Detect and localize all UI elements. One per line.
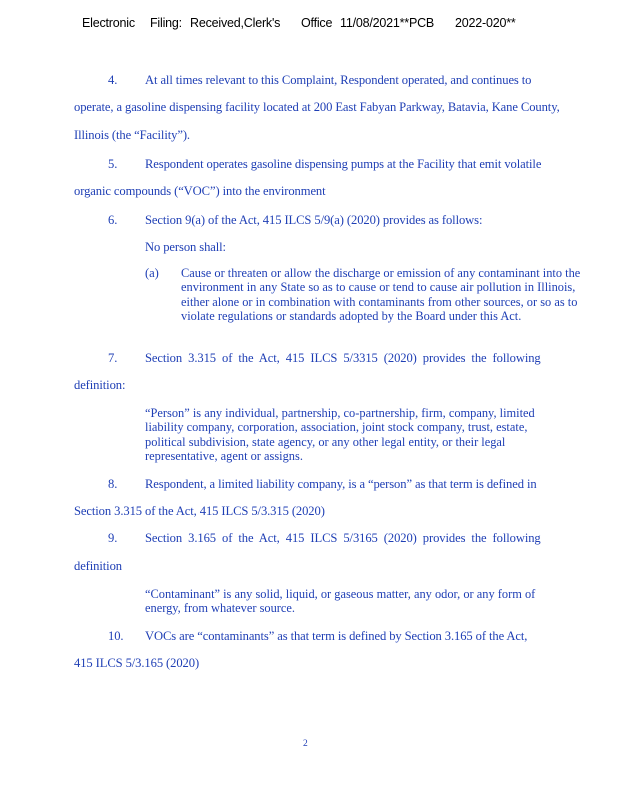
paragraph-number: 7. [108,351,118,365]
header-received: Received,Clerk's [190,16,281,30]
paragraph-line: Respondent operates gasoline dispensing pumps at the Facility that emit volatile [145,157,542,171]
paragraph-number: 9. [108,531,118,545]
paragraph-line: At all times relevant to this Complaint, Respondent operated, and continues to [145,73,532,87]
page-number: 2 [303,739,308,749]
paragraph-line: organic compounds (“VOC”) into the environment [74,184,326,198]
paragraph-line: Respondent, a limited liability company, is a “person” as that term is defined in [145,477,537,491]
header-date: 11/08/2021**PCB [340,16,435,30]
paragraph-line: Illinois (the “Facility”). [74,128,190,142]
paragraph-number: 5. [108,157,118,171]
paragraph-number: 8. [108,477,118,491]
paragraph-number: 10. [108,629,124,643]
paragraph-line: Section 9(a) of the Act, 415 ILCS 5/9(a) (2020) provides as follows: [145,213,483,227]
statute-intro: No person shall: [145,240,226,254]
paragraph-line: definition [74,559,122,573]
paragraph-line: 415 ILCS 5/3.165 (2020) [74,656,200,670]
paragraph-number: 4. [108,73,118,87]
paragraph-line: Section 3.315 of the Act, 415 ILCS 5/3315 (2020) provides the following [145,351,541,365]
paragraph-number: 6. [108,213,118,227]
header-electronic: Electronic [82,16,135,30]
statute-quote: Cause or threaten or allow the discharge or emission of any contaminant into the environment in any State so as to cause or tend to cause air pollution in Illinois, either alone or in combination with contaminants from other sources, or so as to violate regulations or standards adopted by the Board under this Act. [181,266,581,324]
paragraph-line: operate, a gasoline dispensing facility located at 200 East Fabyan Parkway, Batavia, Kane County, [74,100,560,114]
paragraph-line: VOCs are “contaminants” as that term is defined by Section 3.165 of the Act, [145,629,528,643]
header-office: Office [301,16,333,30]
header-case: 2022-020** [455,16,516,30]
paragraph-line: Section 3.165 of the Act, 415 ILCS 5/3165 (2020) provides the following [145,531,541,545]
header-filing: Filing: [150,16,182,30]
definition-quote: “Person” is any individual, partnership, co-partnership, firm, company, limited liability company, corporation, association, joint stock company, trust, estate, political subdivision, state agency, or any other legal entity, or their legal representative, agent or assigns. [145,406,535,464]
definition-quote: “Contaminant” is any solid, liquid, or gaseous matter, any odor, or any form of energy, from whatever source. [145,587,536,616]
paragraph-line: definition: [74,378,126,392]
paragraph-line: Section 3.315 of the Act, 415 ILCS 5/3.315 (2020) [74,504,325,518]
subsection-label: (a) [145,266,159,280]
